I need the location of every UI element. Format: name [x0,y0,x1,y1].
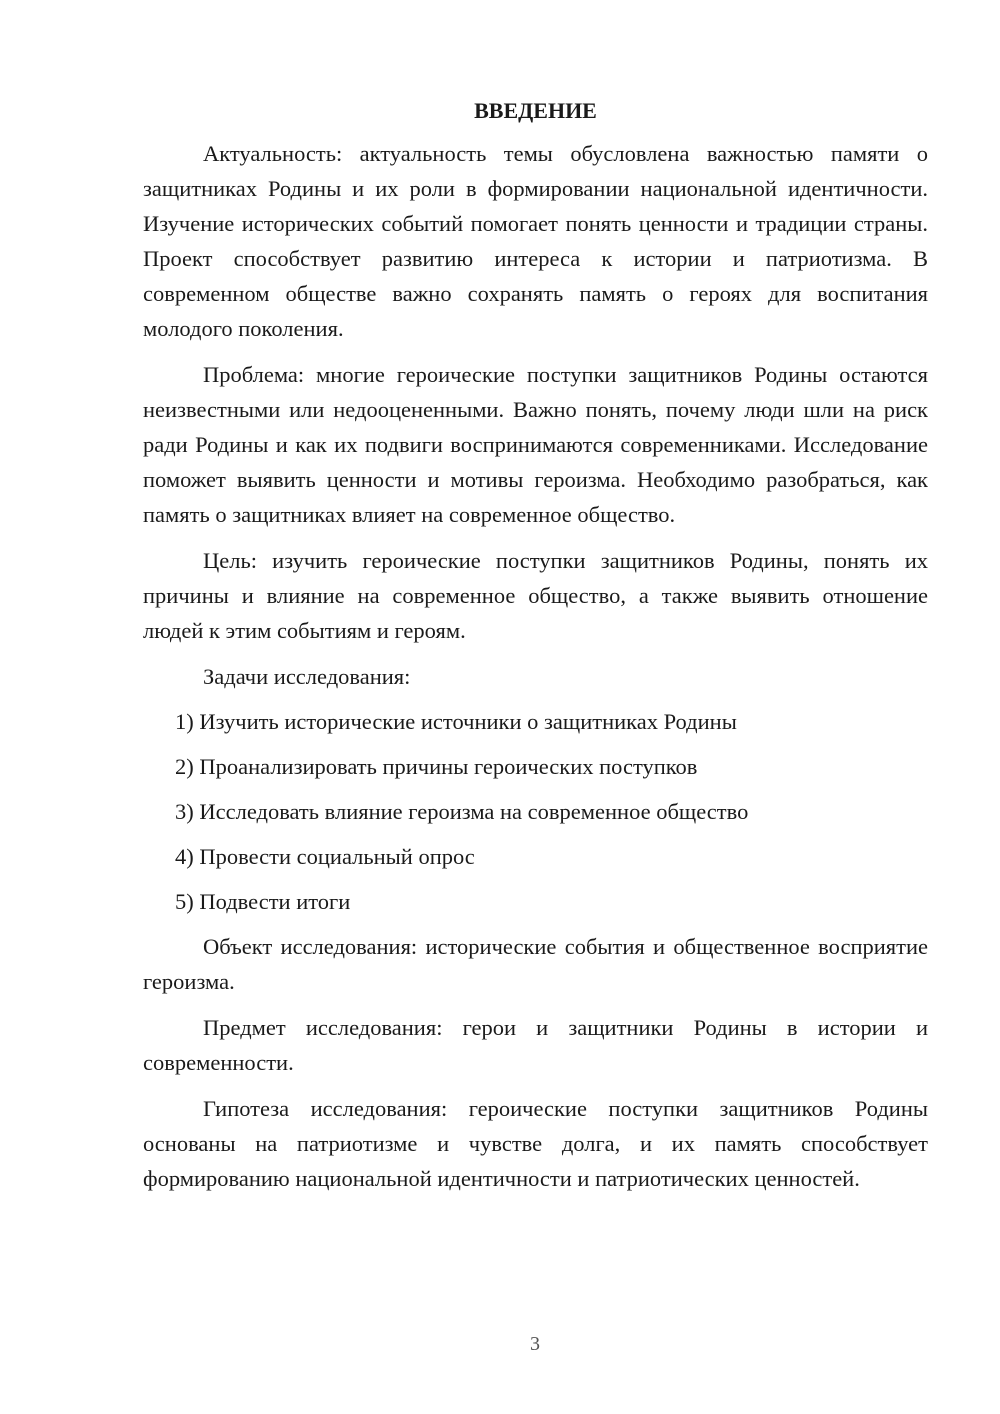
subject-paragraph: Предмет исследования: герои и защитники Родины в истории и современности. [143,1015,928,1075]
goal-paragraph: Цель: изучить героические поступки защитников Родины, понять их причины и влияние на современное общество, а также выявить отношение людей к этим событиям и героям. [143,548,928,643]
relevance-paragraph: Актуальность: актуальность темы обусловлена важностью памяти о защитниках Родины и их роли в формировании национальной идентичности. Изучение исторических событий помогает понять ценности и традиции страны. Проект способствует развитию интереса к истории и патриотизма. В современном обществе важно сохранять память о героях для воспитания молодого поколения. [143,141,928,341]
page-title: ВВЕДЕНИЕ [474,98,597,123]
problem-paragraph: Проблема: многие героические поступки защитников Родины остаются неизвестными или недооцененными. Важно понять, почему люди шли на риск ради Родины и как их подвиги воспринимаются современниками. Исследование поможет выявить ценности и мотивы героизма. Необходимо разобраться, как память о защитниках влияет на современное общество. [143,362,928,527]
task-item-2: 2) Проанализировать причины героических поступков [175,754,698,779]
object-paragraph: Объект исследования: исторические события и общественное восприятие героизма. [143,934,928,994]
task-item-1: 1) Изучить исторические источники о защитниках Родины [175,709,737,734]
tasks-heading: Задачи исследования: [203,664,411,689]
hypothesis-paragraph: Гипотеза исследования: героические поступки защитников Родины основаны на патриотизме и чувстве долга, и их память способствует формированию национальной идентичности и патриотических ценностей. [143,1096,928,1191]
page-number: 3 [530,1333,540,1355]
task-item-5: 5) Подвести итоги [175,889,351,914]
task-item-3: 3) Исследовать влияние героизма на современное общество [175,799,749,824]
page-content [143,96,928,1196]
task-item-4: 4) Провести социальный опрос [175,844,475,869]
task-list [143,704,928,919]
